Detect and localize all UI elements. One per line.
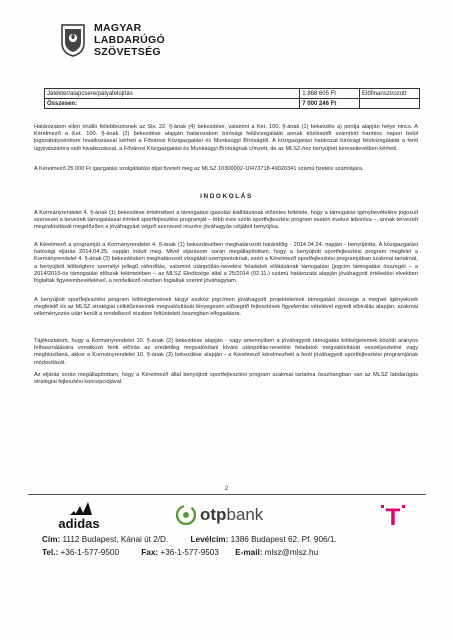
table-cell-total-label: Összesen: xyxy=(45,99,300,109)
table-cell-status: Előfinanszírozott xyxy=(360,89,420,99)
phone-value: +36-1-577-9500 xyxy=(60,548,120,557)
table-cell-total-amount: 7 000 246 Ft xyxy=(300,99,360,109)
table-cell-total-status xyxy=(360,99,420,109)
fax-label: Fax: xyxy=(141,548,159,557)
page-number: 2 xyxy=(224,486,229,492)
funding-table xyxy=(44,88,420,109)
telekom-logo-icon xyxy=(380,503,406,529)
org-name-line3: SZÖVETSÉG xyxy=(94,46,161,58)
email-link[interactable]: mlsz@mlsz.hu xyxy=(264,548,319,557)
paragraph-reasoning-3: A benyújtott sportfejlesztési program költségtervének tárgyi eszköz jogcímen jóváhagyott projektelemek támogatási összege a megvel igényeknek megfelelő és az MLSZ stratégiai célkitűzéseinek megvalósítását lényegesen elősegítő fejlesztések figyelembe vételével egyedi elbírálás alapján, szakmai véleményezés után került a rendelkező részben feltüntetett összegben elfogadásra. xyxy=(34,297,418,318)
adidas-logo-icon xyxy=(50,501,108,531)
sponsor-bar xyxy=(0,499,453,531)
postal-address-value: 1386 Budapest 62. Pf. 906/1. xyxy=(230,535,337,544)
mlsz-shield-icon xyxy=(60,23,86,57)
table-row xyxy=(45,89,420,99)
paragraph-fee: A Kérelmező 25 000 Ft igazgatási szolgáltatási díjat fizetett meg az MLSZ 10300002-10473718-49020341 számú fizetési számlájára. xyxy=(34,166,364,172)
otp-swirl-icon xyxy=(176,505,196,525)
paragraph-reasoning-1: A Kormányrendelet 4. §-ának (1) bekezdése értelmében a támogatási igazolás kiállításának előzetes feltétele, hogy a támogatás igénybevételére jogosult szervezet a tervezett támogatással érintett sportfejlesztési programját – több évre szóló sportfejlesztési program esetén évekre lebontva –, annak tervezett megvalósítását megelőzően a jóváhagyást végző szervezet részére jóváhagyás céljából benyújtsa. xyxy=(34,210,418,231)
address-value: 1112 Budapest, Kánai út 2/D. xyxy=(62,535,169,544)
adidas-wordmark: adidas xyxy=(58,516,100,531)
footer-divider xyxy=(28,494,426,495)
phone-label: Tel.: xyxy=(42,548,59,557)
otp-wordmark-prefix: otp xyxy=(200,505,227,524)
fax-value: +36-1-577-9503 xyxy=(160,548,219,557)
header-logo xyxy=(60,16,165,64)
postal-address-label: Levélcím: xyxy=(190,535,229,544)
address-label: Cím: xyxy=(42,535,61,544)
table-row-total xyxy=(45,99,420,109)
paragraph-reasoning-5: Az eljárás során megállapítottam, hogy a Kérelmező által benyújtott sportfejlesztési program szakmai tartalma összhangban van az MLSZ labdarúgás stratégiai fejlesztési koncepciójával. xyxy=(34,372,418,386)
table-cell-label: Játékter/alapcsere/pályafelújítás xyxy=(45,89,300,99)
paragraph-appeal: Határozatom ellen önálló fellebbezésnek az Stv. 22. §-ának (4) bekezdése, valamint a Ket. 100. §-ának (1) bekezdés a) pontja alapján helye nincs. A Kérelmező a Ket. 100. §-ának (2) bekezdése alapján határozatom bírósági felülvizsgálatát annak közlésétől számított harminc napon belül jogszabálysértésre hivatkozással kérheti a Fővárosi Közigazgatási és Munkaügyi Bíróságtól. A közigazgatási határozat bírósági felülvizsgálatát a fenti ügyiratszámra való hivatkozással, a Fővárosi Közigazgatási és Munkaügyi Bíróságnak címzett, de az MLSZ-hez benyújtott keresetlevélben kérheti. xyxy=(34,124,418,152)
paragraph-reasoning-2: A Kérelmező a programját a Kormányrendelet 4. §-ának (1) bekezdésében meghatározott határidőig - 2014.04.24. napján - benyújtotta. A közigazgatási hatósági eljárás 2014.04.25. napján indult meg. Mivel eljárásom során megállapítottam, hogy a benyújtott sportfejlesztési program megfelel a Kormányrendelet 4. §-ának (3) bekezdésben meghatározott vizsgálati szempontoknak, ezért a Kérelmező sportfejlesztési programjában szakmai tartalmat, a benyújtott költségterv személyi jellegű ráfordítás, valamint utánpótlás-nevelési feladatok ellátásának támogatási (jogcím támogatási összegét – a 2014/2015-ös támogatási időszak tekintetében – az MLSZ Elnöksége által a 25/2014 (02.11.) számú határozata alapján jóváhagyott értékelési elvekben foglaltak figyelembevételével, a rendelkező részben foglaltak szerint jóváhagytam. xyxy=(34,242,418,285)
email-label: E-mail: xyxy=(235,548,263,557)
org-name-line1: MAGYAR xyxy=(94,22,142,34)
paragraph-reasoning-4: Tájékoztatom, hogy a Kormányrendelet 10. §-ának (2) bekezdése alapján - vagy amennyiben a jóváhagyott támogatás költségelemek közötti arányos felhasználására vonatkozó fenti előírás az eredetileg megvalósítani kívánt utánpótlás-nevelési feladatok megvalósítását veszélyeztetné vagy meghiúsítaná, akkor a Kormányrendelet 10. §-ának (3) bekezdése alapján - a Kérelmező kérelmezheti a fenti jóváhagyott sportfejlesztési programjának módosítását. xyxy=(34,338,418,366)
table-cell-amount: 1 868 605 Ft xyxy=(300,89,360,99)
org-name-line2: LABDARÚGÓ xyxy=(94,34,165,46)
otp-wordmark xyxy=(200,505,263,525)
otp-logo xyxy=(176,503,263,527)
contact-phone-line xyxy=(42,548,422,557)
telekom-letter: T xyxy=(385,504,401,529)
org-name xyxy=(94,22,165,58)
contact-address-line xyxy=(42,535,422,544)
otp-wordmark-suffix: bank xyxy=(226,505,264,524)
section-heading: INDOKOLÁS xyxy=(200,193,253,200)
